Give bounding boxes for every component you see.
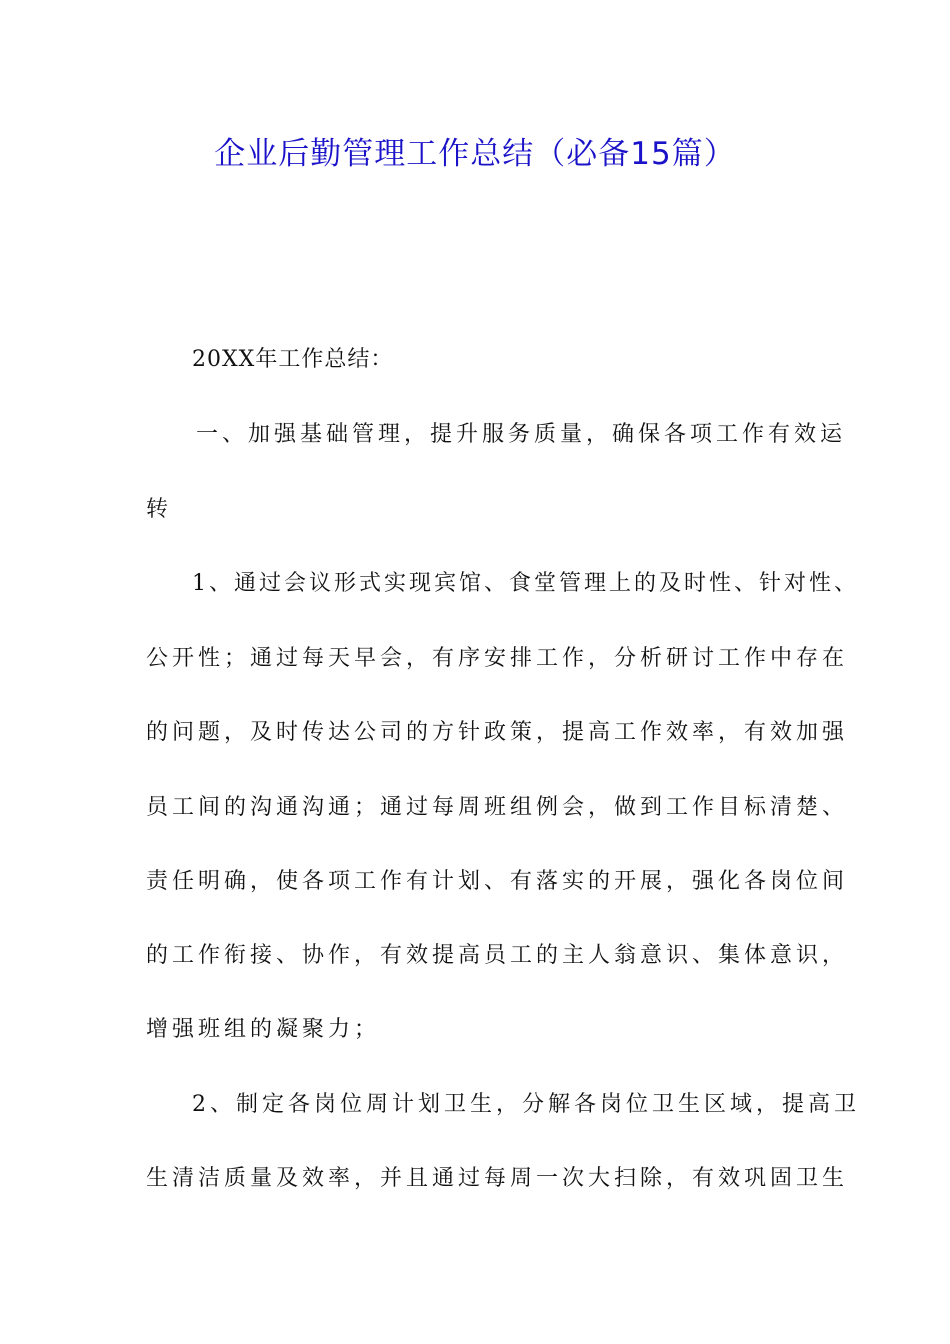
paragraph-line: 增强班组的凝聚力； (146, 1017, 381, 1042)
paragraph-line: 一、加强基础管理，提升服务质量，确保各项工作有效运 (196, 422, 847, 447)
paragraph-line: 转 (146, 497, 173, 522)
paragraph-line: 1、通过会议形式实现宾馆、食堂管理上的及时性、针对性、 (192, 571, 859, 596)
paragraph-line: 20XX年工作总结： (192, 347, 394, 372)
document-title: 企业后勤管理工作总结（必备15篇） (214, 136, 736, 172)
paragraph-line: 员工间的沟通沟通；通过每周班组例会，做到工作目标清楚、 (146, 795, 849, 820)
paragraph-line: 公开性；通过每天早会，有序安排工作，分析研讨工作中存在 (146, 646, 849, 671)
paragraph-line: 责任明确，使各项工作有计划、有落实的开展，强化各岗位间 (146, 869, 849, 894)
paragraph-line: 生清洁质量及效率，并且通过每周一次大扫除，有效巩固卫生 (146, 1166, 849, 1191)
paragraph-line: 的工作衔接、协作，有效提高员工的主人翁意识、集体意识， (146, 943, 849, 968)
paragraph-line: 的问题，及时传达公司的方针政策，提高工作效率，有效加强 (146, 720, 849, 745)
paragraph-line: 2、制定各岗位周计划卫生，分解各岗位卫生区域，提高卫 (192, 1092, 860, 1117)
